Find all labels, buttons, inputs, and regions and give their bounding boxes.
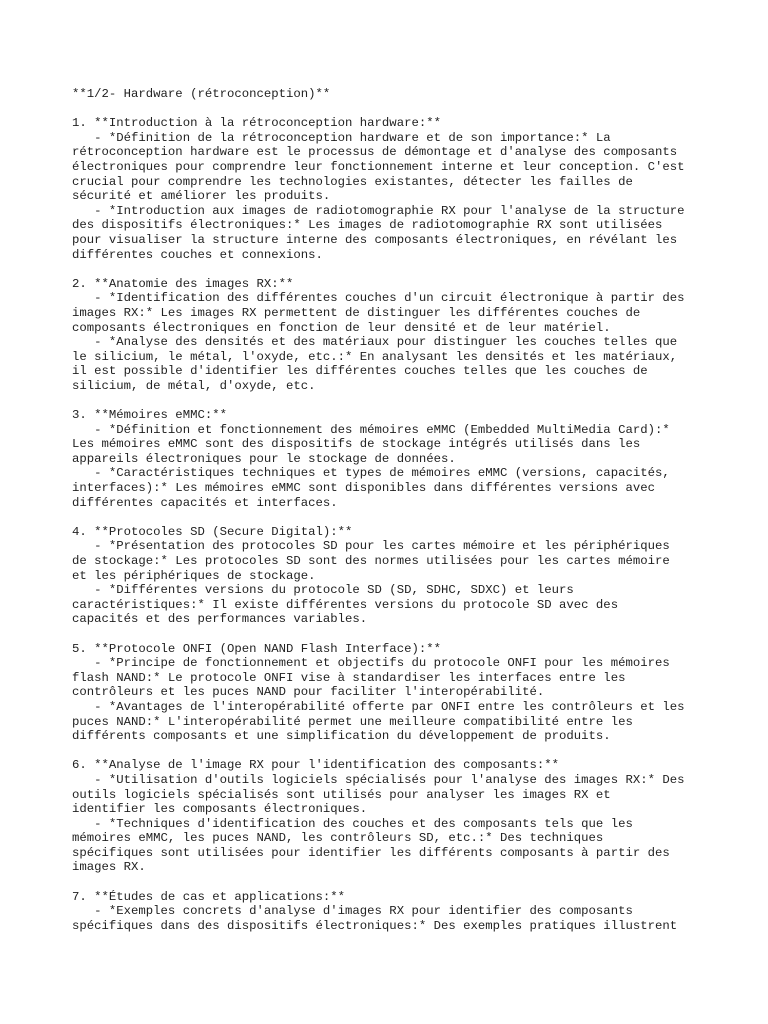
section-text-line: crucial pour comprendre les technologies existantes, détecter les failles de — [72, 174, 633, 189]
section-text-line: - *Avantages de l'interopérabilité offerte par ONFI entre les contrôleurs et les — [72, 699, 685, 714]
spacer — [72, 627, 712, 642]
section-text-line: flash NAND:* Le protocole ONFI vise à standardiser les interfaces entre les — [72, 670, 626, 685]
section-heading: 4. **Protocoles SD (Secure Digital):** — [72, 524, 353, 539]
section-text-line: - *Différentes versions du protocole SD (SD, SDHC, SDXC) et leurs — [72, 583, 574, 598]
section-text-line: interfaces):* Les mémoires eMMC sont disponibles dans différentes versions avec — [72, 481, 655, 496]
document-section — [72, 116, 712, 277]
document-page — [72, 87, 712, 933]
section-text-line: Les mémoires eMMC sont des dispositifs de stockage intégrés utilisés dans les — [72, 437, 641, 452]
document-section — [72, 890, 712, 934]
document-section — [72, 642, 712, 759]
spacer — [72, 875, 712, 890]
section-text-line: électroniques pour comprendre leur fonctionnement interne et leur conception. C'est — [72, 159, 685, 174]
section-text-line: et les périphériques de stockage. — [72, 568, 316, 583]
section-text-line: outils logiciels spécialisés sont utilisés pour analyser les images RX et — [72, 787, 611, 802]
section-text-line: mémoires eMMC, les puces NAND, les contrôleurs SD, etc.:* Des techniques — [72, 831, 604, 846]
spacer — [72, 262, 712, 277]
document-sections — [72, 116, 712, 933]
spacer — [72, 744, 712, 759]
document-section — [72, 408, 712, 525]
section-text-line: des dispositifs électroniques:* Les images de radiotomographie RX sont utilisées — [72, 218, 663, 233]
document-title: **1/2- Hardware (rétroconception)** — [72, 87, 331, 101]
section-text-line: spécifiques sont utilisées pour identifier les différents composants à partir des — [72, 845, 670, 860]
section-text-line: - *Identification des différentes couches d'un circuit électronique à partir des — [72, 291, 685, 306]
section-heading: 7. **Études de cas et applications:** — [72, 889, 346, 904]
section-text-line: différentes capacités et interfaces. — [72, 495, 338, 510]
section-text-line: de stockage:* Les protocoles SD sont des normes utilisées pour les cartes mémoire — [72, 554, 670, 568]
section-heading: 1. **Introduction à la rétroconception hardware:** — [72, 116, 441, 131]
section-text-line: identifier les composants électroniques. — [72, 802, 368, 817]
section-text-line: - *Caractéristiques techniques et types de mémoires eMMC (versions, capacités, — [72, 466, 670, 481]
section-heading: 5. **Protocole ONFI (Open NAND Flash Interface):** — [72, 641, 441, 656]
spacer — [72, 102, 712, 117]
section-text-line: - *Introduction aux images de radiotomographie RX pour l'analyse de la structure — [72, 203, 685, 218]
section-text-line: appareils électroniques pour le stockage de données. — [72, 451, 456, 466]
document-section — [72, 758, 712, 889]
section-text-line: rétroconception hardware est le processus de démontage et d'analyse des composants — [72, 145, 678, 160]
spacer — [72, 393, 712, 408]
section-text-line: capacités et des performances variables. — [72, 612, 368, 627]
section-text-line: composants électroniques en fonction de leur densité et de leur matériel. — [72, 320, 611, 335]
section-text-line: - *Définition de la rétroconception hardware et de son importance:* La — [72, 130, 611, 145]
section-text-line: - *Techniques d'identification des couches et des composants tels que les — [72, 816, 633, 831]
document-section — [72, 277, 712, 408]
section-heading: 2. **Anatomie des images RX:** — [72, 276, 294, 291]
section-text-line: - *Utilisation d'outils logiciels spécialisés pour l'analyse des images RX:* Des — [72, 772, 685, 787]
section-text-line: - *Présentation des protocoles SD pour les cartes mémoire et les périphériques — [72, 539, 670, 554]
section-text-line: images RX. — [72, 860, 146, 875]
spacer — [72, 510, 712, 525]
section-heading: 3. **Mémoires eMMC:** — [72, 408, 227, 423]
section-text-line: sécurité et améliorer les produits. — [72, 189, 331, 204]
section-text-line: - *Définition et fonctionnement des mémoires eMMC (Embedded MultiMedia Card):* — [72, 422, 670, 437]
section-text-line: - *Analyse des densités et des matériaux pour distinguer les couches telles que — [72, 335, 678, 350]
section-heading: 6. **Analyse de l'image RX pour l'identification des composants:** — [72, 758, 560, 773]
section-text-line: différents composants et une simplification du développement de produits. — [72, 729, 611, 744]
section-text-line: silicium, de métal, d'oxyde, etc. — [72, 378, 316, 393]
section-text-line: - *Exemples concrets d'analyse d'images RX pour identifier des composants — [72, 904, 633, 919]
section-text-line: il est possible d'identifier les différentes couches telles que les couches de — [72, 364, 648, 379]
section-text-line: contrôleurs et les puces NAND pour faciliter l'interopérabilité. — [72, 685, 545, 700]
section-text-line: pour visualiser la structure interne des composants électroniques, en révélant les — [72, 232, 678, 247]
section-text-line: spécifiques dans des dispositifs électroniques:* Des exemples pratiques illustrent — [72, 918, 678, 933]
document-section — [72, 525, 712, 642]
section-text-line: caractéristiques:* Il existe différentes versions du protocole SD avec des — [72, 597, 619, 612]
section-text-line: le silicium, le métal, l'oxyde, etc.:* En analysant les densités et les matériaux, — [72, 349, 678, 364]
section-text-line: puces NAND:* L'interopérabilité permet une meilleure compatibilité entre les — [72, 714, 633, 729]
section-text-line: - *Principe de fonctionnement et objectifs du protocole ONFI pour les mémoires — [72, 656, 670, 671]
section-text-line: images RX:* Les images RX permettent de distinguer les différentes couches de — [72, 305, 641, 320]
section-text-line: différentes couches et connexions. — [72, 247, 323, 262]
